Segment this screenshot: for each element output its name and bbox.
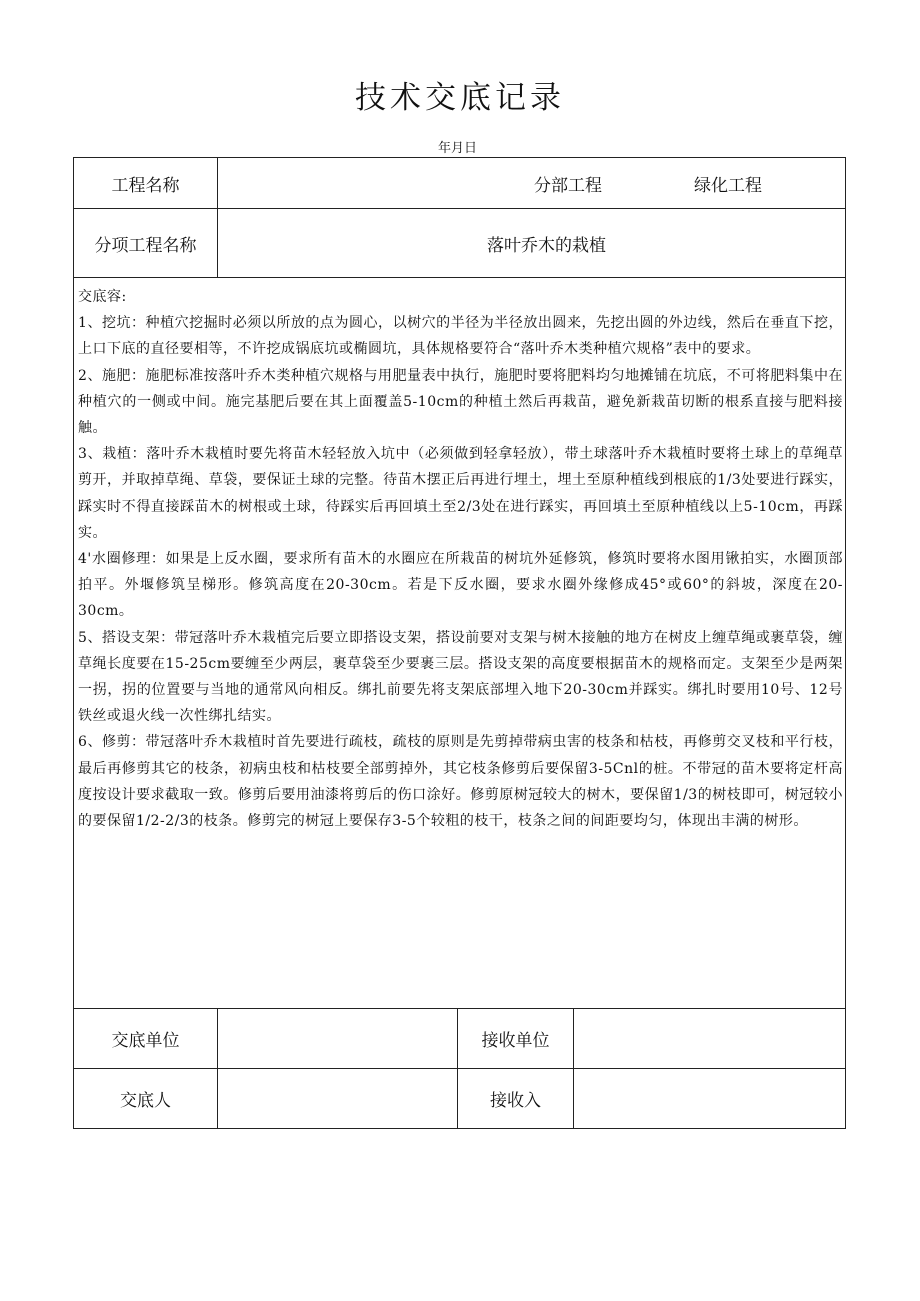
disclosure-table [73,157,846,1129]
sub-project-label: 分部工程 [534,175,602,196]
receiver-unit-label: 接收单位 [481,1031,550,1051]
content-paragraph-4: 4'水圈修理：如果是上反水圈，要求所有苗木的水圈应在所栽苗的树坑外延修筑，修筑时要将水图用锹拍实，水圈顶部拍平。外堰修筑呈梯形。修筑高度在20-30cm。若是下反水圈，要求水圈外缘修成45°或60°的斜坡，深度在20-30cm。 [78,551,843,620]
issuer-unit-value [218,1009,457,1068]
receiver-person-label: 接收入 [490,1091,541,1111]
item-name-row [74,209,845,278]
sub-project-value: 绿化工程 [694,175,762,196]
disclosure-content [74,278,845,1009]
issuer-unit-label: 交底单位 [111,1031,180,1051]
project-name-label: 工程名称 [111,175,180,196]
issuer-person-label: 交底人 [120,1091,171,1111]
issuer-person-value [218,1069,457,1128]
receiver-person-value [574,1069,845,1128]
receiver-unit-value [574,1009,845,1068]
person-row [74,1069,845,1128]
date-line: 年月日 [438,141,478,156]
content-paragraph-6: 6、修剪：带冠落叶乔木栽植时首先要进行疏枝，疏枝的原则是先剪掉带病虫害的枝条和枯枝，再修剪交叉枝和平行枝，最后再修剪其它的枝条，初病虫枝和枯枝要全部剪掉外，其它枝条修剪后要保留3-5Cnl的桩。不带冠的苗木要将定杆高度按设计要求截取一致。修剪后要用油漆将剪后的伤口涂好。修剪原树冠较大的树木，要保留1/3的树枝即可，树冠较小的要保留1/2-2/3的枝条。修剪完的树冠上要保存3-5个较粗的枝干，枝条之间的间距要均匀，体现出丰满的树形。 [78,734,843,830]
item-name-label: 分项工程名称 [94,235,197,256]
item-name-value: 落叶乔木的栽植 [487,235,606,256]
content-paragraph-2: 2、施肥：施肥标准按落叶乔木类种植穴规格与用肥量表中执行，施肥时要将肥料均匀地摊铺在坑底，不可将肥料集中在种植穴的一侧或中间。施完基肥后要在其上面覆盖5-10cm的种植土然后再栽苗，避免新栽苗切断的根系直接与肥料接触。 [78,367,843,437]
document-title: 技术交底记录 [355,80,565,116]
project-name-value [218,158,458,208]
content-paragraph-1: 1、挖坑：种植穴挖掘时必须以所放的点为圆心，以树穴的半径为半径放出圆来，先挖出圆的外边线，然后在垂直下挖，上口下底的直径要相等，不许挖成锅底坑或椭圆坑，具体规格要符合“落叶乔木类种植穴规格”表中的要求。 [78,315,843,358]
project-name-row [74,158,845,209]
content-paragraph-3: 3、栽植：落叶乔木栽植时要先将苗木轻轻放入坑中（必须做到轻拿轻放），带土球落叶乔木栽植时要将土球上的草绳草剪开，并取掉草绳、草袋，要保证土球的完整。待苗木摆正后再进行埋土，埋土至原种植线到根底的1/3处要进行踩实，踩实时不得直接踩苗木的树根或土球，待踩实后再回填土至2/3处在进行踩实，再回填土至原种植线以上5-10cm，再踩实。 [78,446,843,541]
unit-row [74,1009,845,1069]
content-paragraph-5: 5、搭设支架：带冠落叶乔木栽植完后要立即搭设支架，搭设前要对支架与树木接触的地方在树皮上缠草绳或裹草袋，缠草绳长度要在15-25cm要缠至少两层，裹草袋至少要裹三层。搭设支架的高度要根据苗木的规格而定。支架至少是两架一拐，拐的位置要与当地的通常风向相反。绑扎前要先将支架底部埋入地下20-30cm并踩实。绑扎时要用10号、12号铁丝或退火线一次性绑扎结实。 [78,629,843,725]
content-heading: 交底容: [78,289,127,305]
